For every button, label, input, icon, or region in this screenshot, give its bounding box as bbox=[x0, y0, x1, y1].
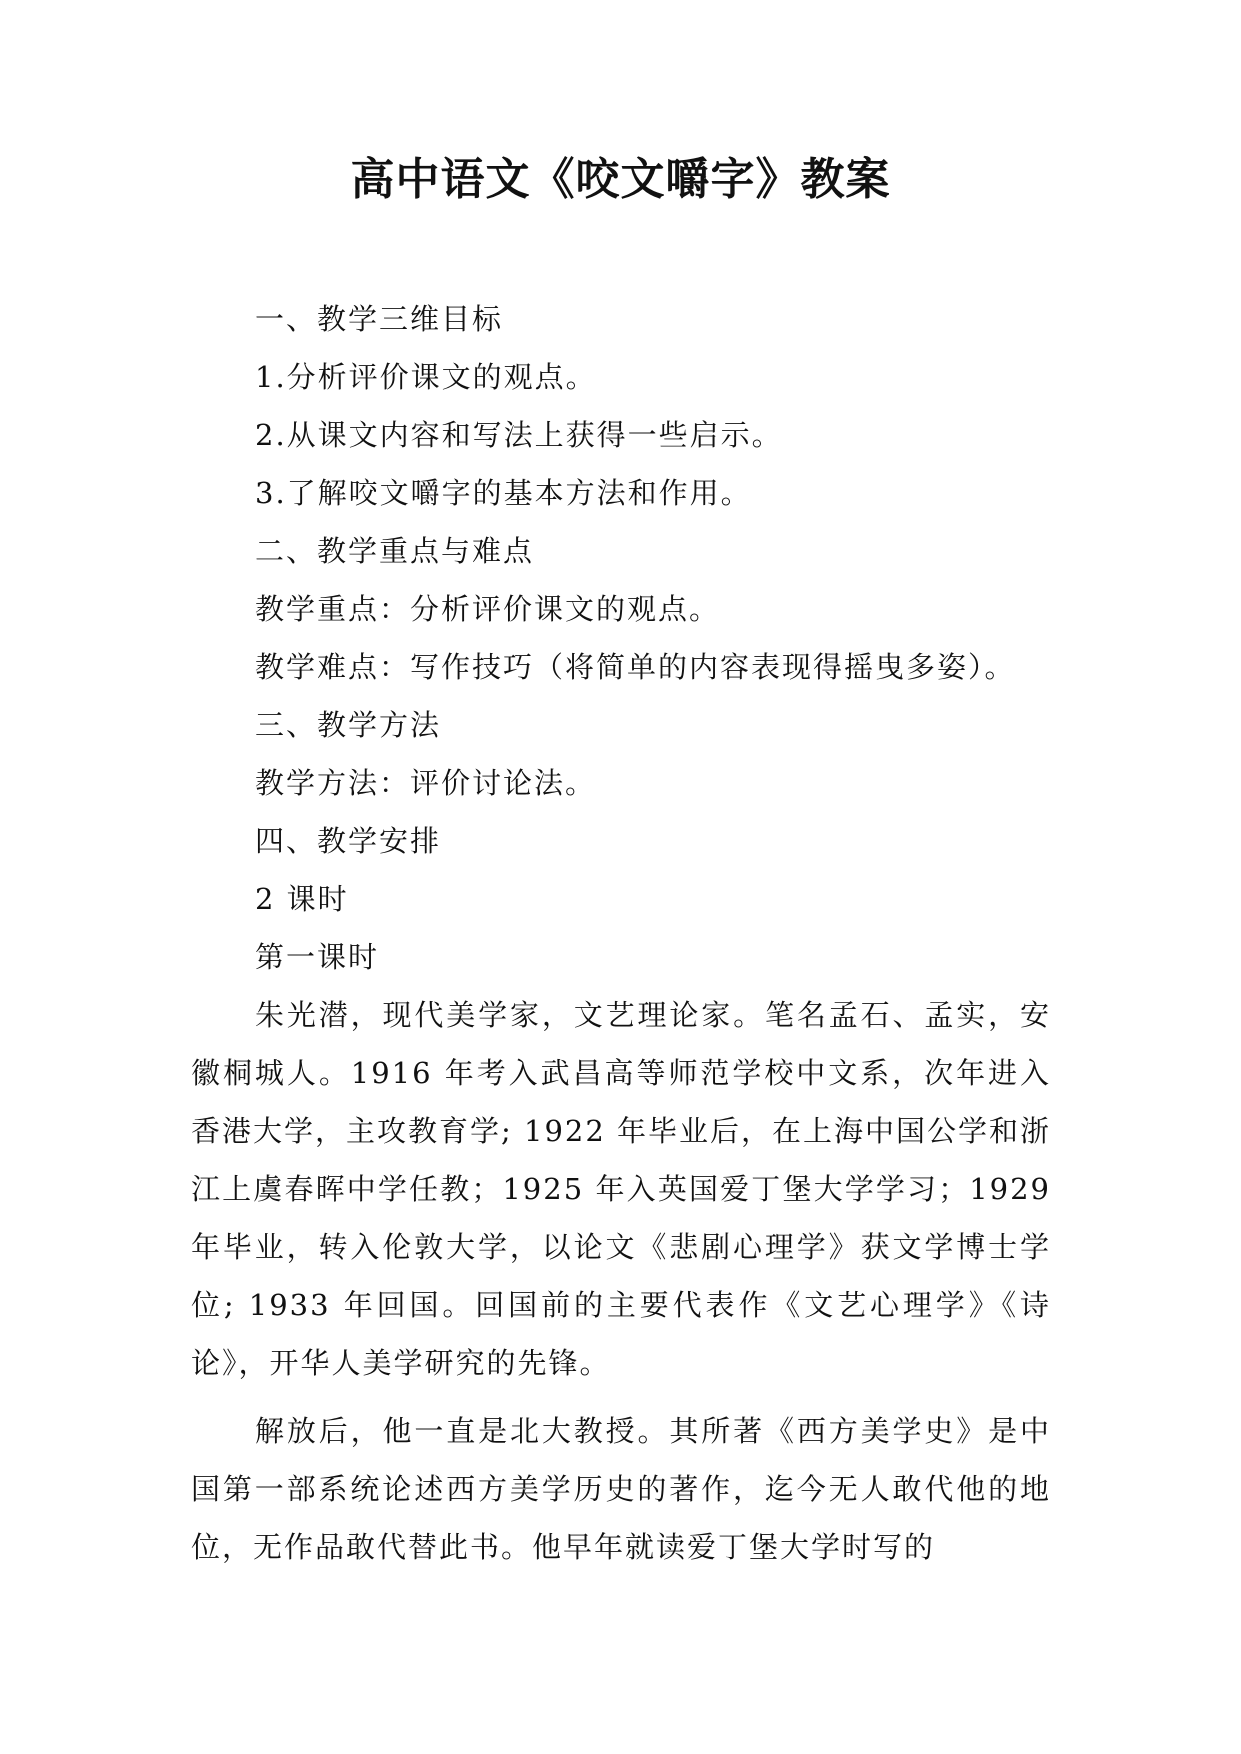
document-title: 高中语文《咬文嚼字》教案 bbox=[350, 154, 891, 205]
goal-item-2: 2.从课文内容和写法上获得一些启示。 bbox=[255, 418, 783, 452]
section-heading-key-points: 二、教学重点与难点 bbox=[255, 534, 535, 568]
author-bio-paragraph: 朱光潜，现代美学家，文艺理论家。笔名孟石、孟实，安徽桐城人。1916 年考入武昌高等师范学校中文系，次年进入香港大学，主攻教育学; 1922 年毕业后，在上海中国公学和浙江上虞春晖中学任教；1925 年入英国爱丁堡大学学习；1929 年毕业，转入伦敦大学，以论文《悲剧心理学》获文学博士学位; 1933 年回国。回国前的主要代表作《文艺心理学》《诗论》，开华人美学研究的先锋。 bbox=[191, 998, 1052, 1380]
section-heading-schedule: 四、教学安排 bbox=[255, 824, 442, 858]
section-heading-methods: 三、教学方法 bbox=[255, 708, 442, 742]
method-line: 教学方法：评价讨论法。 bbox=[255, 766, 597, 800]
document-body bbox=[191, 290, 1051, 1586]
goal-item-1: 1.分析评价课文的观点。 bbox=[255, 360, 597, 394]
post-liberation-paragraph: 解放后，他一直是北大教授。其所著《西方美学史》是中国第一部系统论述西方美学历史的著作，迄今无人敢代他的地位，无作品敢代替此书。他早年就读爱丁堡大学时写的 bbox=[191, 1414, 1051, 1564]
key-point-line: 教学重点：分析评价课文的观点。 bbox=[255, 592, 721, 626]
difficult-point-line: 教学难点：写作技巧（将简单的内容表现得摇曳多姿）。 bbox=[255, 650, 1016, 684]
lesson-one-heading: 第一课时 bbox=[255, 940, 380, 974]
goal-item-3: 3.了解咬文嚼字的基本方法和作用。 bbox=[255, 476, 752, 510]
section-heading-goals: 一、教学三维目标 bbox=[255, 302, 504, 336]
schedule-hours: 2 课时 bbox=[255, 882, 349, 916]
